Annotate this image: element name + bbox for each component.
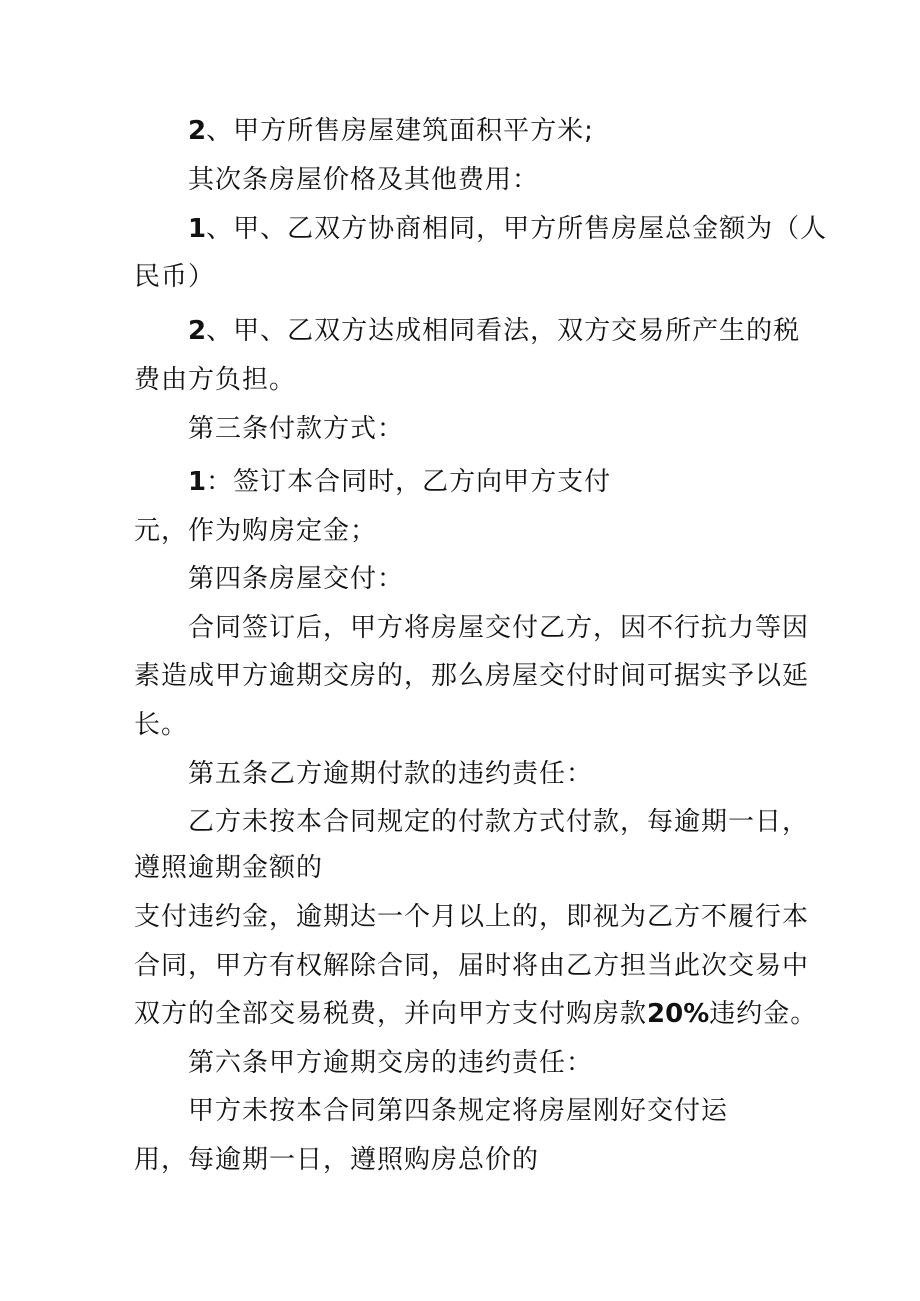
payment-item-1-line xyxy=(188,464,611,500)
payment-item-1-continuation xyxy=(134,513,377,549)
line-text: 合同，甲方有权解除合同，届时将由乙方担当此次交易中 xyxy=(134,951,810,981)
line-text: 第三条付款方式： xyxy=(188,414,405,444)
line-text: 支付违约金，逾期达一个月以上的，即视为乙方不履行本 xyxy=(134,902,810,932)
article-4-heading xyxy=(188,561,404,597)
price-item-2-line xyxy=(188,313,800,349)
buyer-default-paragraph-line-4 xyxy=(134,948,809,984)
seller-default-paragraph-line-2 xyxy=(134,1142,539,1178)
buyer-default-paragraph-line-1 xyxy=(188,804,809,840)
line-text: 、甲方所售房屋建筑面积平方米; xyxy=(206,116,594,146)
seller-default-paragraph-line-1 xyxy=(188,1093,728,1129)
line-text: 乙方未按本合同规定的付款方式付款，每逾期一日， xyxy=(188,807,810,837)
delivery-paragraph-line-1 xyxy=(188,610,809,646)
item-number: 1 xyxy=(188,214,207,244)
line-text: 第四条房屋交付： xyxy=(188,564,405,594)
buyer-default-paragraph-line-5 xyxy=(134,996,817,1032)
price-item-1-line xyxy=(188,211,827,247)
article-5-heading xyxy=(188,756,593,792)
penalty-percentage: 20% xyxy=(647,999,710,1029)
clause-2-area-line xyxy=(188,113,594,149)
line-text: 费由方负担。 xyxy=(134,365,297,395)
line-text: 第六条甲方逾期交房的违约责任： xyxy=(188,1048,594,1078)
line-text: 元，作为购房定金； xyxy=(134,516,378,546)
line-text: 第五条乙方逾期付款的违约责任： xyxy=(188,759,594,789)
item-number: 2 xyxy=(188,116,207,146)
line-text: ：签订本合同时，乙方向甲方支付 xyxy=(206,467,612,497)
article-6-heading xyxy=(188,1045,593,1081)
buyer-default-paragraph-line-2 xyxy=(134,850,323,886)
price-item-1-continuation xyxy=(134,259,215,295)
item-number: 2 xyxy=(188,316,207,346)
price-item-2-continuation xyxy=(134,362,296,398)
line-text: 合同签订后，甲方将房屋交付乙方，因不行抗力等因 xyxy=(188,613,810,643)
article-2-heading xyxy=(188,162,539,198)
line-text: 素造成甲方逾期交房的，那么房屋交付时间可据实予以延 xyxy=(134,661,810,691)
line-text-end: 违约金。 xyxy=(709,999,818,1029)
delivery-paragraph-line-3 xyxy=(134,707,188,743)
delivery-paragraph-line-2 xyxy=(134,658,809,694)
line-text: 遵照逾期金额的 xyxy=(134,853,324,883)
line-text: 甲方未按本合同第四条规定将房屋刚好交付运 xyxy=(188,1096,729,1126)
line-text: 、甲、乙双方协商相同，甲方所售房屋总金额为（人 xyxy=(206,214,828,244)
line-text: 其次条房屋价格及其他费用： xyxy=(188,165,540,195)
line-text: 用，每逾期一日，遵照购房总价的 xyxy=(134,1145,540,1175)
line-text: 长。 xyxy=(134,710,189,740)
line-text: 民币） xyxy=(134,262,216,292)
item-number: 1 xyxy=(188,467,207,497)
article-3-heading xyxy=(188,411,404,447)
line-text: 双方的全部交易税费，并向甲方支付购房款 xyxy=(134,999,648,1029)
buyer-default-paragraph-line-3 xyxy=(134,899,809,935)
line-text: 、甲、乙双方达成相同看法，双方交易所产生的税 xyxy=(206,316,801,346)
